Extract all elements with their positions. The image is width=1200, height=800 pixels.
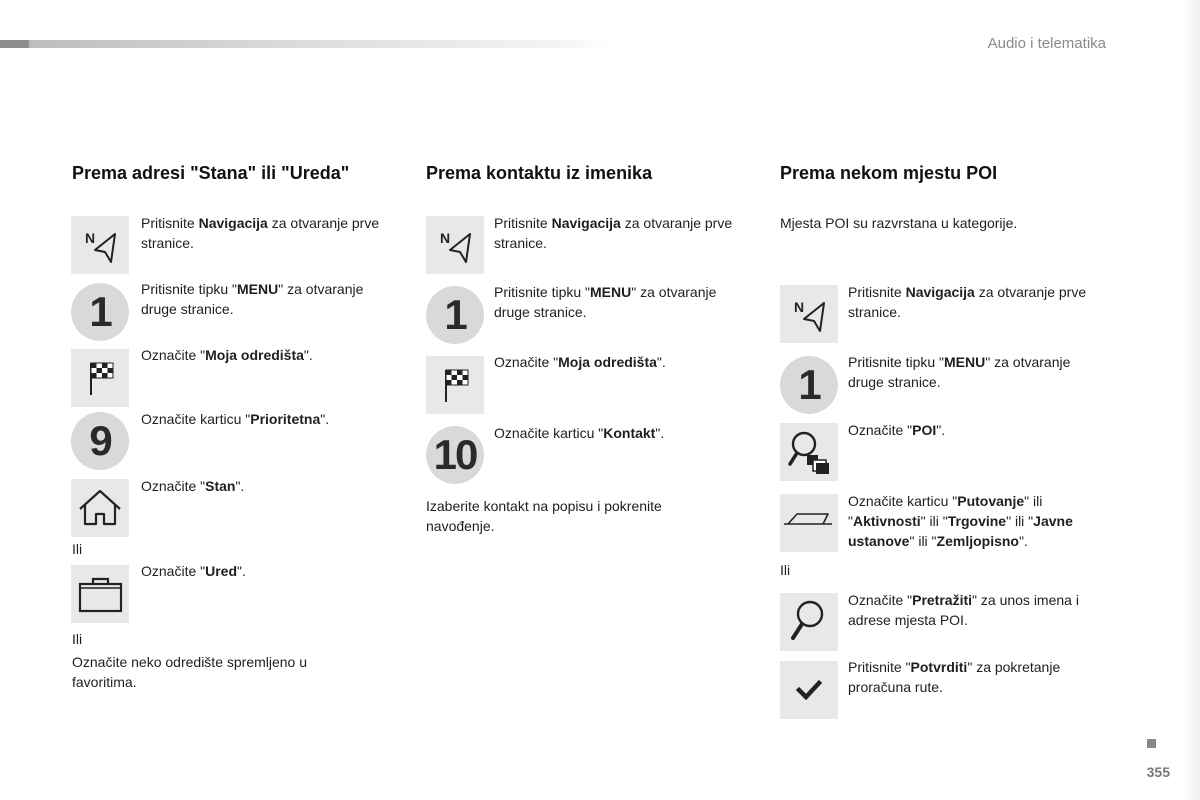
or-label: Ili [72,541,83,557]
footer-text: Izaberite kontakt na popisu i pokrenite navođenje. [426,498,662,534]
tab-icon [780,494,838,552]
svg-text:N: N [794,299,805,315]
step-number-badge: 1 [71,283,129,341]
step-text: Označite "POI". [848,422,946,438]
navigation-icon [780,285,838,343]
column-title: Prema kontaktu iz imenika [426,163,653,183]
page-marker [1147,739,1156,748]
step-text: Pritisnite tipku "MENU" za otvaranje druge stranice. [141,281,364,317]
step-number-badge: 10 [426,426,484,484]
step-text: Pritisnite Navigacija za otvaranje prve stranice. [494,215,733,251]
column-title: Prema nekom mjestu POI [780,163,998,183]
step-text: Označite "Moja odredišta". [494,354,666,370]
step-text: Označite karticu "Prioritetna". [141,411,330,427]
navigation-icon [71,216,129,274]
poi-search-icon [780,423,838,481]
search-icon [780,593,838,651]
svg-text:N: N [85,230,96,246]
section-title: Audio i telematika [987,35,1106,52]
step-text: Pritisnite tipku "MENU" za otvaranje druge stranice. [848,354,1071,390]
footer-text: Označite neko odredište spremljeno u favoritima. [72,654,308,690]
step-text: Označite "Moja odredišta". [141,347,313,363]
checkmark-icon [780,661,838,719]
briefcase-icon [71,565,129,623]
home-icon [71,479,129,537]
step-number-badge: 1 [426,286,484,344]
navigation-icon [426,216,484,274]
svg-text:N: N [440,230,451,246]
step-number-badge: 9 [71,412,129,470]
step-text: Pritisnite Navigacija za otvaranje prve stranice. [141,215,380,251]
header-bar [0,40,610,48]
checkered-flag-icon [426,356,484,414]
page-edge [1182,0,1200,800]
or-label: Ili [72,631,83,647]
step-text: Označite "Stan". [141,478,245,494]
or-label: Ili [780,562,791,578]
step-number-badge: 1 [780,356,838,414]
checkered-flag-icon [71,349,129,407]
step-text: Pritisnite "Potvrditi" za pokretanje proračuna rute. [848,659,1061,695]
intro-text: Mjesta POI su razvrstana u kategorije. [780,215,1018,231]
page-number: 355 [1146,764,1170,780]
step-text: Pritisnite tipku "MENU" za otvaranje druge stranice. [494,284,717,320]
step-text: Označite "Ured". [141,563,246,579]
step-text: Označite karticu "Putovanje" ili "Aktivnosti" ili "Trgovine" ili "Javne ustanove" ili "Zemljopisno". [848,493,1073,549]
step-text: Pritisnite Navigacija za otvaranje prve stranice. [848,284,1087,320]
step-text: Označite "Pretražiti" za unos imena i adrese mjesta POI. [848,592,1079,628]
column-title: Prema adresi "Stana" ili "Ureda" [72,163,350,183]
step-text: Označite karticu "Kontakt". [494,425,665,441]
